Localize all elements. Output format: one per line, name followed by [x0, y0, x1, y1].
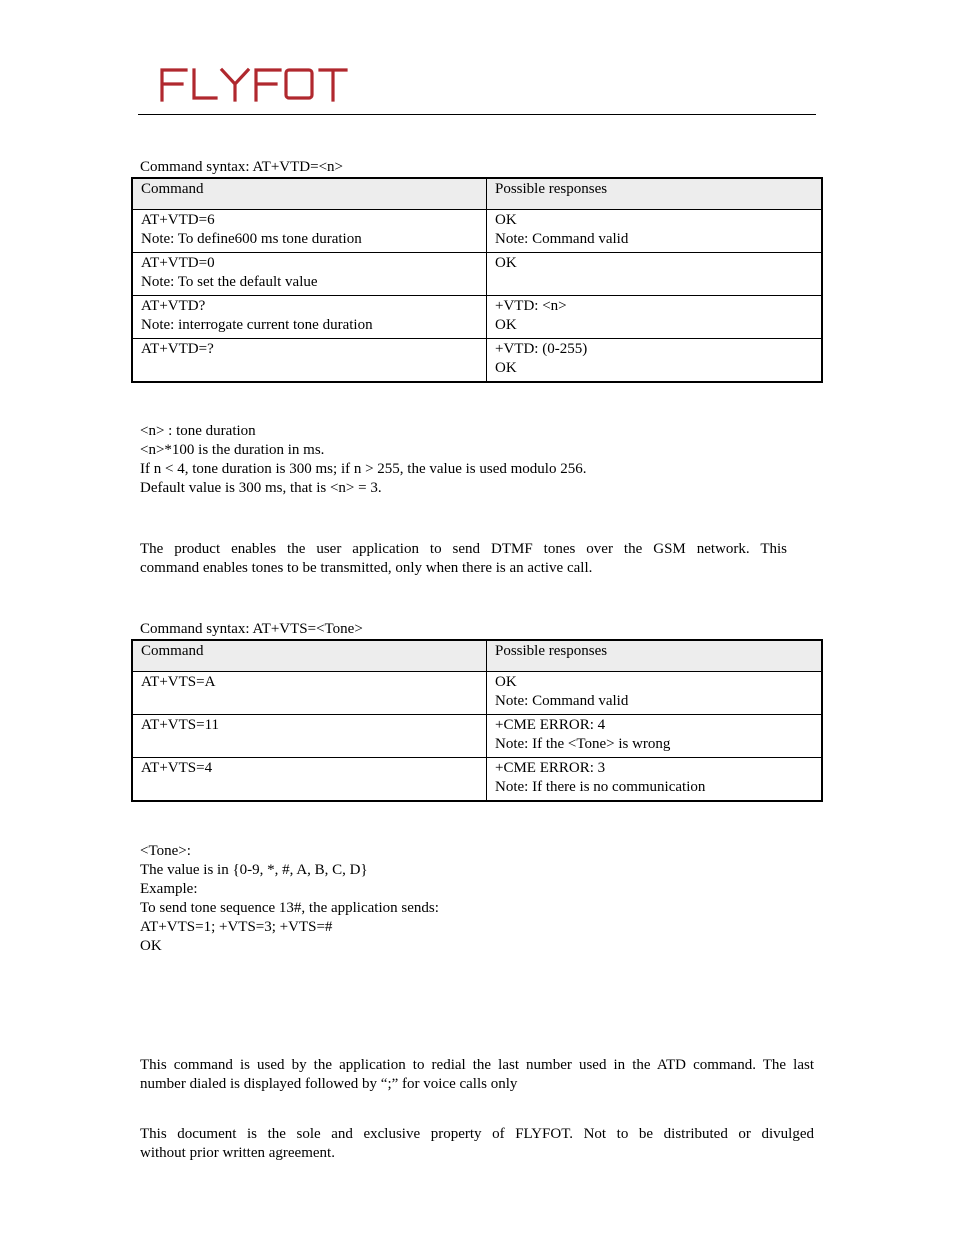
command-cell — [132, 715, 487, 758]
response-cell — [487, 758, 823, 802]
vts-syntax: Command syntax: AT+VTS=<Tone> — [140, 621, 363, 637]
command-note: Note: interrogate current tone duration — [141, 317, 373, 333]
column-header-command: Command — [132, 178, 487, 210]
response-note: Note: Command valid — [495, 231, 629, 247]
footer-line: This document is the sole and exclusive property of FLYFOT. Not to be distributed or divulged — [140, 1126, 814, 1142]
header-rule — [138, 114, 816, 115]
vts-parameters — [140, 842, 439, 956]
table-row — [132, 296, 822, 339]
response-text: +VTD: <n> — [495, 298, 567, 314]
vtd-parameters — [140, 422, 586, 498]
command-cell — [132, 339, 487, 383]
column-header-responses: Possible responses — [487, 178, 823, 210]
description-line: This command is used by the application to redial the last number used in the ATD command. The last — [140, 1057, 814, 1073]
response-text: +VTD: (0-255) — [495, 341, 588, 357]
parameter-line: To send tone sequence 13#, the application sends: — [140, 900, 439, 916]
response-note: Note: If there is no communication — [495, 779, 706, 795]
footer-line: without prior written agreement. — [140, 1145, 335, 1161]
description-line: The product enables the user application to send DTMF tones over the GSM network. This — [140, 541, 787, 557]
command-note: Note: To define600 ms tone duration — [141, 231, 362, 247]
table-row — [132, 715, 822, 758]
command-text: AT+VTD=0 — [141, 255, 215, 271]
parameter-line: <Tone>: — [140, 843, 191, 859]
description-line: number dialed is displayed followed by “;” for voice calls only — [140, 1076, 518, 1092]
footer-notice — [140, 1125, 814, 1163]
parameter-line: AT+VTS=1; +VTS=3; +VTS=# — [140, 919, 333, 935]
response-note: Note: Command valid — [495, 693, 629, 709]
response-text: OK — [495, 317, 517, 333]
parameter-line: If n < 4, tone duration is 300 ms; if n > 255, the value is used modulo 256. — [140, 461, 587, 477]
response-cell — [487, 672, 823, 715]
response-cell — [487, 715, 823, 758]
response-text: OK — [495, 255, 517, 271]
response-cell — [487, 339, 823, 383]
command-text: AT+VTD? — [141, 298, 206, 314]
response-text: OK — [495, 212, 517, 228]
response-text: OK — [495, 674, 517, 690]
vts-command-table — [131, 639, 823, 802]
command-text: AT+VTS=4 — [141, 760, 213, 776]
parameter-line: Default value is 300 ms, that is <n> = 3. — [140, 480, 382, 496]
parameter-line: <n>*100 is the duration in ms. — [140, 442, 325, 458]
parameter-line: OK — [140, 938, 162, 954]
command-text: AT+VTD=? — [141, 341, 214, 357]
vts-description — [140, 540, 787, 578]
table-header-row — [132, 640, 822, 672]
response-text: +CME ERROR: 4 — [495, 717, 606, 733]
table-row — [132, 672, 822, 715]
command-cell — [132, 758, 487, 802]
command-cell — [132, 296, 487, 339]
description-line: command enables tones to be transmitted, only when there is an active call. — [140, 560, 593, 576]
command-text: AT+VTD=6 — [141, 212, 215, 228]
command-cell — [132, 210, 487, 253]
response-text: +CME ERROR: 3 — [495, 760, 606, 776]
command-text: AT+VTS=A — [141, 674, 216, 690]
command-cell — [132, 672, 487, 715]
parameter-line: The value is in {0-9, *, #, A, B, C, D} — [140, 862, 368, 878]
column-header-command: Command — [132, 640, 487, 672]
vtd-syntax: Command syntax: AT+VTD=<n> — [140, 159, 343, 175]
column-header-responses: Possible responses — [487, 640, 823, 672]
vtd-command-table — [131, 177, 823, 383]
table-row — [132, 210, 822, 253]
parameter-line: <n> : tone duration — [140, 423, 256, 439]
command-note: Note: To set the default value — [141, 274, 318, 290]
table-row — [132, 253, 822, 296]
response-note: Note: If the <Tone> is wrong — [495, 736, 671, 752]
command-text: AT+VTS=11 — [141, 717, 220, 733]
command-cell — [132, 253, 487, 296]
table-header-row — [132, 178, 822, 210]
response-cell — [487, 296, 823, 339]
table-row — [132, 758, 822, 802]
parameter-line: Example: — [140, 881, 198, 897]
response-cell — [487, 210, 823, 253]
redial-description — [140, 1056, 814, 1094]
flyfot-logo — [160, 66, 350, 102]
response-cell — [487, 253, 823, 296]
table-row — [132, 339, 822, 383]
response-text: OK — [495, 360, 517, 376]
